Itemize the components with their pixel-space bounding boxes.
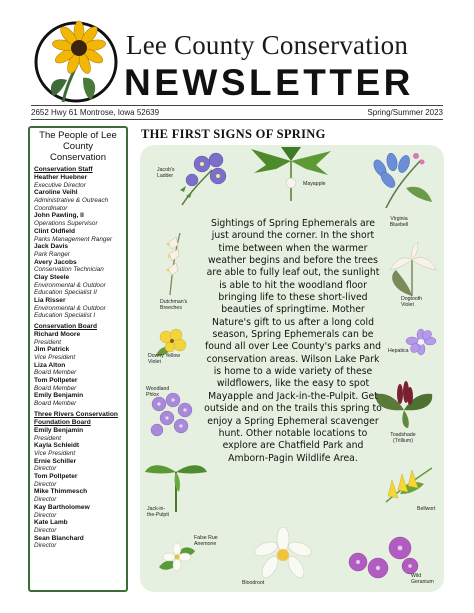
person-role: Administrative & Outreach Coordinator	[34, 197, 109, 212]
person-role: Board Member	[34, 369, 77, 377]
person-role: Director	[34, 496, 57, 504]
hepatica-image	[404, 328, 438, 358]
person-role: Park Ranger	[34, 250, 70, 258]
false-rue-anemone-image	[155, 537, 199, 581]
bloodroot-image	[250, 527, 316, 583]
person-role: President	[34, 338, 61, 346]
person-name: Clay Steele	[34, 273, 70, 281]
dutchmans-breeches-image	[150, 225, 200, 297]
person-name: Lia Risser	[34, 296, 66, 304]
person-role: Environmental & Outdoor Education Specialist II	[34, 281, 106, 297]
label-woodland-phlox: Woodland Phlox	[146, 386, 170, 398]
mayapple-image	[246, 143, 336, 203]
person-name: Emily Benjamin	[34, 392, 84, 400]
person-role: Director	[34, 542, 57, 550]
jacobs-ladder-image	[172, 150, 234, 208]
person-name: John Pawling, II	[34, 212, 84, 220]
label-dogtooth-violet: Dogtooth Violet	[401, 296, 423, 308]
article-body: Sightings of Spring Ephemerals are just around the corner. In the short time between when the warmer weather begins and before the trees are able to fully leaf out, the sunlight is able to hit the woodland floor bringing life to these short-lived beauties of springtime. Mother Nature's gift to us after a long cold season, Spring Ephemerals can be found all over Lee County's parks and conservation areas. Wilson Lake Park is home to a wide variety of these wildflowers, like the easy to spot Mayapple and Jack-in-the-Pulpit. Get outside and on the trails this spring to enjoy a Spring Ephemeral scavenger hunt. Other notable locations to explore are Chatfield Park and Amborn-Pagin Wildlife Area.	[204, 218, 382, 464]
person-role: Conservation Technician	[34, 266, 104, 274]
label-jacobs-ladder: Jacob's Ladder	[157, 167, 175, 179]
person-role: Vice President	[34, 450, 76, 458]
label-downy-yellow-violet: Downy Yellow Violet	[148, 353, 181, 365]
label-jack-in-the-pulpit: Jack-in-the-Pulpit	[147, 506, 169, 518]
masthead-rule-bottom	[31, 119, 443, 120]
sunflower-logo	[33, 18, 119, 104]
people-sidebar	[28, 126, 128, 592]
person-name: Jack Davis	[34, 243, 69, 251]
person-name: Ernie Schiller	[34, 457, 77, 465]
staff-list	[34, 166, 122, 550]
person-name: Kate Lamb	[34, 519, 68, 527]
person-role: Board Member	[34, 400, 77, 408]
issue-date: Spring/Summer 2023	[367, 108, 443, 117]
bellwort-image	[380, 462, 438, 506]
label-false-rue-anemone: False Rue Anemone	[194, 535, 218, 547]
dogtooth-violet-image	[382, 240, 442, 298]
masthead-title: Lee County Conservation	[126, 30, 409, 60]
person-role: Vice President	[34, 354, 76, 362]
label-hepatica: Hepatica	[388, 348, 409, 354]
sidebar-section-title: Conservation Staff	[34, 166, 93, 173]
label-bellwort: Bellwort	[417, 506, 436, 512]
label-mayapple: Mayapple	[303, 181, 326, 187]
person-role: Executive Director	[34, 181, 86, 189]
masthead-newsletter: NEWSLETTER	[124, 62, 414, 103]
person-role: Parks Management Ranger	[34, 235, 113, 243]
person-name: Jim Patrick	[34, 346, 70, 354]
person-role: President	[34, 434, 61, 442]
person-name: Richard Moore	[34, 330, 81, 338]
person-role: Director	[34, 465, 57, 473]
masthead-rule-top	[31, 105, 443, 106]
person-role: Environmental & Outdoor Education Specialist I	[34, 304, 106, 320]
sidebar-section-title: Three Rivers Conservation Foundation Board	[34, 410, 118, 426]
person-role: Board Member	[34, 384, 77, 392]
person-name: Tom Pollpeter	[34, 377, 78, 385]
label-bloodroot: Bloodroot	[242, 580, 265, 586]
person-name: Kayla Schleidt	[34, 442, 80, 450]
label-wild-geranium: Wild Geranium	[411, 573, 434, 585]
virginia-bluebell-image	[366, 148, 438, 216]
address: 2652 Hwy 61 Montrose, Iowa 52639	[31, 108, 160, 117]
person-role: Operations Supervisor	[34, 220, 98, 228]
jack-in-the-pulpit-image	[143, 452, 209, 514]
person-name: Sean Blanchard	[34, 534, 84, 542]
article-title: THE FIRST SIGNS OF SPRING	[141, 127, 326, 141]
sidebar-section-title: Conservation Board	[34, 322, 98, 330]
person-name: Clint Oldfield	[34, 227, 76, 235]
person-role: Director	[34, 480, 57, 488]
person-role: Director	[34, 511, 57, 519]
sidebar-heading: The People of Lee County Conservation	[39, 130, 117, 163]
label-toadshade: Toadshade (Trillium)	[390, 432, 416, 444]
person-name: Liza Alton	[34, 361, 66, 369]
person-name: Caroline Veihl	[34, 189, 78, 197]
person-name: Emily Benjamin	[34, 426, 84, 434]
person-name: Kay Bartholomew	[34, 503, 90, 511]
person-name: Tom Pollpeter	[34, 473, 78, 481]
label-virginia-bluebell: Virginia Bluebell	[389, 216, 409, 228]
label-dutchmans-breeches: Dutchman's Breeches	[160, 299, 188, 311]
person-name: Mike Thimmesch	[34, 488, 88, 496]
person-name: Avery Jacobs	[34, 258, 77, 266]
person-name: Heather Huebner	[34, 174, 88, 181]
person-role: Director	[34, 527, 57, 534]
